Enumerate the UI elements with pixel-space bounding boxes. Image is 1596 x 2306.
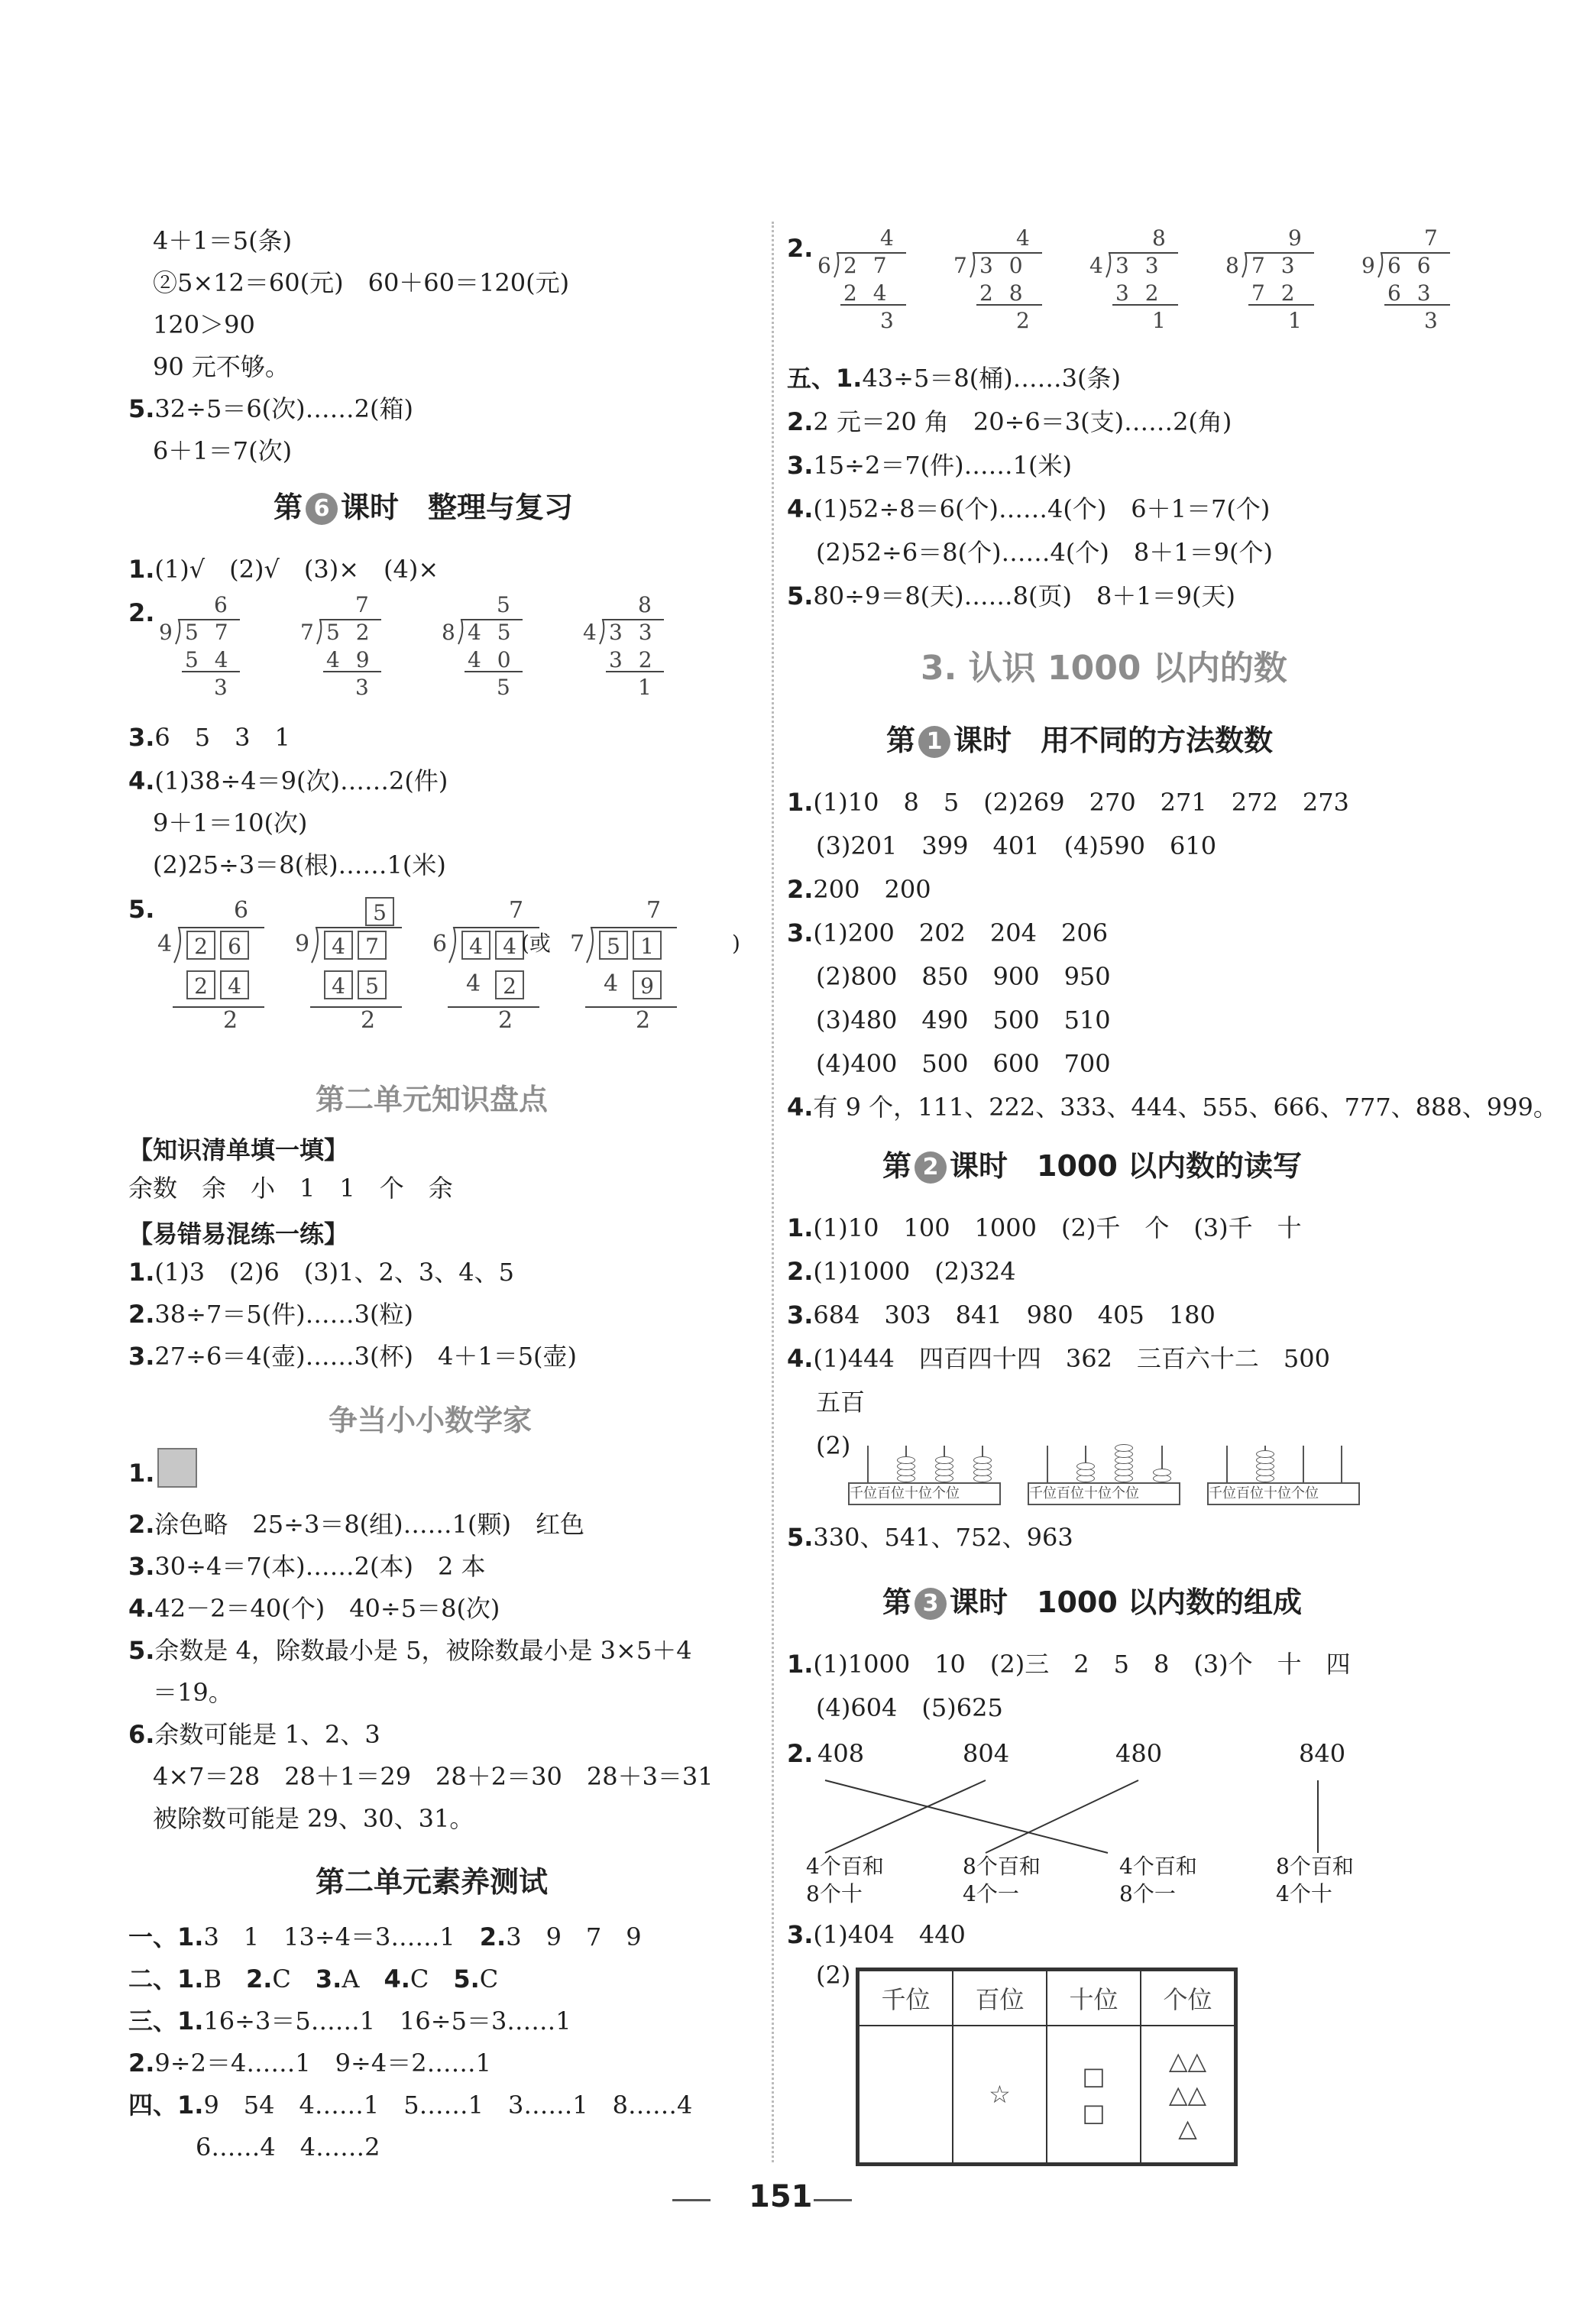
dividend-box-2: 1 [633, 931, 662, 960]
pv-header-tens: 十位 [1047, 1971, 1141, 2026]
text-line: 4＋1＝5(条) [153, 226, 293, 255]
close-paren: ) [732, 931, 740, 956]
l6-answer-3: 3.6 5 3 1 [128, 723, 290, 752]
division-bracket [157, 894, 272, 1032]
text-line: 6……4 4……2 [196, 2133, 380, 2162]
text-line: (2) [816, 1431, 851, 1460]
text-line: (2)800 850 900 950 [816, 962, 1111, 991]
l6-answer-5-label: 5. [128, 895, 155, 924]
long-division [442, 592, 526, 707]
page-number: 151 [749, 2179, 813, 2214]
test-part-1: 一、1.3 1 13÷4＝3……1 2.3 9 7 9 [128, 1922, 642, 1951]
r5-answer-2: 2.2 元＝20 角 20÷6＝3(支)……2(角) [787, 407, 1232, 436]
chapter-3-title: 3. 认识 1000 以内的数 [921, 649, 1287, 688]
divisor: 9 [159, 620, 177, 645]
test-part-4: 四、1.9 54 4……1 5……1 3……1 8……4 [128, 2091, 693, 2120]
r5-answer-3: 3.15÷2＝7(件)……1(米) [787, 451, 1072, 480]
lesson-number-badge: 6 [306, 493, 338, 525]
text-line: 9＋1＝10(次) [153, 808, 308, 837]
match-top-2: 804 [963, 1739, 1010, 1768]
abacus-bead [897, 1456, 915, 1464]
text-line: (3)480 490 500 510 [816, 1006, 1111, 1035]
r5-answer-5: 5.80÷9＝8(天)……8(页) 8＋1＝9(天) [787, 581, 1236, 611]
abacus-bead [1256, 1450, 1274, 1458]
divisor: 6 [817, 253, 836, 278]
abacus [1028, 1444, 1180, 1505]
box-division [570, 894, 685, 1032]
division-bracket [432, 894, 547, 1032]
or-label: (或 [521, 931, 551, 956]
product-box-2: 9 [633, 970, 662, 999]
quotient: 4 [880, 225, 898, 251]
match-bottom-2: 8个百和 4个一 [963, 1854, 1041, 1906]
remainder: 3 [1424, 308, 1442, 333]
product: 3 2 [1115, 280, 1164, 306]
c3-answer-3b: (2) [816, 1961, 851, 1990]
c3-answer-1: 1.(1)1000 10 (2)三 2 5 8 (3)个 十 四 [787, 1650, 1351, 1679]
divisor: 8 [1225, 253, 1244, 278]
r5-answer-4: 4.(1)52÷8＝6(个)……4(个) 6＋1＝7(个) [787, 494, 1271, 523]
product-box-1: 2 [186, 970, 215, 999]
product-box-2: 5 [358, 970, 387, 999]
unit2-test-title: 第二单元素养测试 [316, 1864, 549, 1899]
abacus-rod [1303, 1446, 1304, 1484]
pv-header-ones: 个位 [1141, 1971, 1235, 2026]
l6-answer-2-label: 2. [128, 598, 155, 627]
fill-section-title: 【知识清单填一填】 [128, 1135, 349, 1164]
c2-answer-1: 1.(1)10 100 1000 (2)千 个 (3)千 十 [787, 1213, 1302, 1242]
dividend: 4 5 [468, 620, 516, 645]
lesson-6-heading: 第 6 课时 整理与复习 [274, 491, 574, 524]
math-answer-2: 2.涂色略 25÷3＝8(组)……1(颗) 红色 [128, 1510, 584, 1539]
pv-header-hundreds: 百位 [953, 1971, 1047, 2026]
c2-answer-4: 4.(1)444 四百四十四 362 三百六十二 500 [787, 1344, 1330, 1373]
dividend-box-2: 4 [495, 931, 524, 960]
dividend-box-1: 5 [599, 931, 628, 960]
math-answer-3: 3.30÷4＝7(本)……2(本) 2 本 [128, 1552, 486, 1581]
long-division [583, 592, 667, 707]
product: 3 2 [609, 647, 657, 672]
test-part-3: 三、1.16÷3＝5……1 16÷5＝3……1 [128, 2006, 571, 2036]
match-top-4: 840 [1299, 1739, 1346, 1768]
dividend: 3 0 [979, 253, 1028, 278]
dividend: 7 3 [1251, 253, 1300, 278]
text-line: 6＋1＝7(次) [153, 436, 293, 465]
pv-cell-ones: △△ △△ △ [1141, 2026, 1235, 2163]
mistake-answer-2: 2.38÷7＝5(件)……3(粒) [128, 1300, 413, 1329]
c1-answer-2: 2.200 200 [787, 875, 931, 904]
quotient: 7 [509, 897, 524, 924]
l6-answer-4: 4.(1)38÷4＝9(次)……2(件) [128, 766, 448, 795]
quotient: 6 [214, 592, 232, 617]
lesson-number-badge: 1 [918, 726, 950, 758]
quotient: 7 [1424, 225, 1442, 251]
box-division [295, 894, 410, 1032]
abacus-rod [1047, 1446, 1048, 1484]
remainder: 2 [1016, 308, 1034, 333]
pv-header-thousands: 千位 [859, 1971, 953, 2026]
divisor: 4 [157, 931, 173, 957]
remainder: 2 [498, 1007, 513, 1034]
abacus-bead [973, 1456, 992, 1464]
product-box-2: 2 [495, 970, 524, 999]
text-line: (4)604 (5)625 [816, 1693, 1003, 1722]
place-value-table [856, 1968, 1238, 2166]
product: 2 8 [979, 280, 1028, 306]
remainder: 3 [355, 675, 374, 700]
text-line: ＝19。 [153, 1678, 233, 1707]
page-number-dash-right [814, 2199, 852, 2201]
math-section-title: 争当小小数学家 [329, 1403, 533, 1437]
c1-answer-3: 3.(1)200 202 204 206 [787, 918, 1109, 947]
divisor: 9 [1361, 253, 1380, 278]
text-line: (4)400 500 600 700 [816, 1049, 1111, 1078]
abacus-bead [935, 1456, 953, 1464]
test-part-3b: 2.9÷2＝4……1 9÷4＝2……1 [128, 2049, 491, 2078]
remainder: 3 [214, 675, 232, 700]
long-division [300, 592, 384, 707]
dividend: 5 2 [326, 620, 374, 645]
r-answer-2-label: 2. [787, 234, 814, 263]
quotient: 8 [638, 592, 656, 617]
dividend: 6 6 [1387, 253, 1436, 278]
text-line: (2)52÷6＝8(个)……4(个) 8＋1＝9(个) [816, 538, 1273, 567]
text-line: ②5×12＝60(元) 60＋60＝120(元) [153, 268, 570, 297]
quotient: 9 [1288, 225, 1306, 251]
quotient: 7 [646, 897, 662, 924]
long-division [1225, 225, 1317, 340]
product: 7 2 [1251, 280, 1300, 306]
abacus-bead [1153, 1469, 1171, 1476]
dividend-box-1: 2 [186, 931, 215, 960]
quotient: 7 [355, 592, 374, 617]
dividend: 5 7 [185, 620, 233, 645]
math-answer-5: 5.余数是 4，除数最小是 5，被除数最小是 3×5＋4 [128, 1636, 692, 1665]
c2-answer-3: 3.684 303 841 980 405 180 [787, 1300, 1216, 1330]
long-division [817, 225, 909, 340]
abacus-bead [1115, 1444, 1133, 1452]
abacus-base-label: 千位百位十位个位 [848, 1482, 1001, 1505]
long-division [159, 592, 243, 707]
text-line: (3)201 399 401 (4)590 610 [816, 831, 1217, 860]
abacus-base-label: 千位百位十位个位 [1028, 1482, 1180, 1505]
abacus [1207, 1444, 1360, 1505]
product: 6 3 [1387, 280, 1436, 306]
divisor: 7 [570, 931, 585, 957]
r5-answer-1: 五、1.43÷5＝8(桶)……3(条) [787, 364, 1121, 393]
c1-answer-1: 1.(1)10 8 5 (2)269 270 271 272 273 [787, 788, 1349, 817]
dividend: 3 3 [609, 620, 657, 645]
match-bottom-1: 4个百和 8个十 [806, 1854, 884, 1906]
divisor: 9 [295, 931, 310, 957]
dividend: 3 3 [1115, 253, 1164, 278]
product: 4 9 [326, 647, 374, 672]
remainder: 1 [638, 675, 656, 700]
quotient: 8 [1152, 225, 1170, 251]
lesson-number-badge: 3 [915, 1588, 947, 1620]
text-line: 被除数可能是 29、30、31。 [153, 1804, 474, 1833]
lesson-3-heading: 第 3 课时 1000 以内数的组成 [882, 1585, 1303, 1619]
divisor: 8 [442, 620, 460, 645]
dividend-box-2: 6 [220, 931, 249, 960]
matching-diagram [806, 1738, 1444, 1914]
long-division [953, 225, 1045, 340]
long-division [1361, 225, 1453, 340]
product: 2 4 [843, 280, 892, 306]
c2-answer-5: 5.330、541、752、963 [787, 1523, 1073, 1552]
box-division [157, 894, 272, 1032]
product: 5 4 [185, 647, 233, 672]
math-answer-6: 6.余数可能是 1、2、3 [128, 1720, 380, 1749]
mistake-section-title: 【易错易混练一练】 [128, 1219, 349, 1249]
divisor: 7 [953, 253, 972, 278]
c2-answer-2: 2.(1)1000 (2)324 [787, 1257, 1016, 1286]
math-answer-4: 4.42－2＝40(个) 40÷5＝8(次) [128, 1594, 500, 1623]
divisor: 4 [1089, 253, 1108, 278]
divisor: 4 [583, 620, 601, 645]
text-line: 五百 [816, 1388, 866, 1417]
unit2-review-title: 第二单元知识盘点 [316, 1082, 549, 1116]
dividend-box-2: 7 [358, 931, 387, 960]
match-bottom-4: 8个百和 4个十 [1276, 1854, 1354, 1906]
divisor: 6 [432, 931, 448, 957]
quotient: 5 [497, 592, 515, 617]
text-line: 4×7＝28 28＋1＝29 28＋2＝30 28＋3＝31 [153, 1762, 714, 1791]
answer-text: 32÷5＝6(次)……2(箱) [154, 394, 413, 423]
box-division [432, 894, 547, 1032]
fill-answers: 余数 余 小 1 1 个 余 [128, 1174, 453, 1203]
quotient: 4 [1016, 225, 1034, 251]
product-box-2: 4 [220, 970, 249, 999]
c3-answer-2-label: 2. [787, 1739, 814, 1768]
mistake-answer-1: 1.(1)3 (2)6 (3)1、2、3、4、5 [128, 1258, 514, 1287]
column-divider [772, 222, 774, 2162]
text-line: 90 元不够。 [153, 352, 290, 381]
pv-cell-tens: □ □ [1047, 2026, 1141, 2163]
product-box-1: 4 [324, 970, 353, 999]
product-1: 4 [604, 970, 619, 997]
pv-cell-hundreds: ☆ [953, 2026, 1047, 2163]
divisor: 7 [300, 620, 319, 645]
dividend-box-1: 4 [324, 931, 353, 960]
product: 4 0 [468, 647, 516, 672]
long-division [1089, 225, 1181, 340]
math-answer-1-label: 1. [128, 1459, 155, 1488]
abacus-rod [867, 1446, 869, 1484]
dividend-box-1: 4 [461, 931, 490, 960]
product-1: 4 [466, 970, 481, 997]
test-part-2: 二、1.B 2.C 3.A 4.C 5.C [128, 1964, 499, 1993]
lesson-2-heading: 第 2 课时 1000 以内数的读写 [882, 1149, 1303, 1183]
c1-answer-4: 4.有 9 个，111、222、333、444、555、666、777、888、999。 [787, 1093, 1558, 1122]
quotient-box: 5 [365, 897, 394, 926]
abacus-base-label: 千位百位十位个位 [1207, 1482, 1360, 1505]
lesson-1-heading: 第 1 课时 用不同的方法数数 [886, 724, 1274, 757]
abacus-rod [1226, 1446, 1228, 1484]
text-line: (2)25÷3＝8(根)……1(米) [153, 850, 446, 879]
remainder: 3 [880, 308, 898, 333]
remainder: 2 [361, 1007, 376, 1034]
remainder: 2 [636, 1007, 651, 1034]
remainder: 1 [1288, 308, 1306, 333]
text-line: 120＞90 [153, 310, 255, 339]
division-bracket [570, 894, 685, 1032]
answer-5 [128, 394, 413, 424]
match-bottom-3: 4个百和 8个一 [1119, 1854, 1197, 1906]
match-top-3: 480 [1115, 1739, 1163, 1768]
remainder: 5 [497, 675, 515, 700]
l6-answer-1: 1.(1)√ (2)√ (3)× (4)× [128, 555, 439, 584]
abacus [848, 1444, 1001, 1505]
dividend: 2 7 [843, 253, 892, 278]
abacus-rod [1341, 1446, 1342, 1484]
match-top-1: 408 [817, 1739, 865, 1768]
abacus-bead [1076, 1462, 1095, 1470]
gray-square-icon [157, 1448, 197, 1488]
lesson-number-badge: 2 [915, 1151, 947, 1184]
quotient: 6 [234, 897, 249, 924]
remainder: 1 [1152, 308, 1170, 333]
c3-answer-3: 3.(1)404 440 [787, 1920, 966, 1949]
question-number: 5. [128, 394, 155, 423]
mistake-answer-3: 3.27÷6＝4(壶)……3(杯) 4＋1＝5(壶) [128, 1342, 578, 1371]
pv-cell-thousands [859, 2026, 953, 2163]
page-number-dash-left [672, 2199, 711, 2201]
remainder: 2 [223, 1007, 238, 1034]
